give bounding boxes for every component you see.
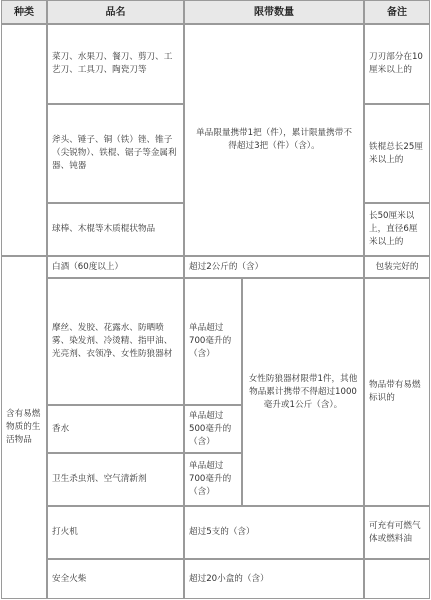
section2-row5-limit	[184, 506, 364, 559]
section1-row2-item	[47, 104, 184, 203]
header-item	[47, 0, 184, 24]
section2-row5-note-text: 可充有可燃气体或燃料油	[369, 520, 421, 544]
section1-row3-item-text: 球棒、木棍等木质棍状物品	[52, 224, 156, 234]
section2-row2-limit	[184, 278, 242, 405]
section2-row4-item-text: 卫生杀虫剂、空气清新剂	[52, 474, 147, 484]
header-category-label: 种类	[14, 6, 34, 18]
section1-row3-note	[364, 203, 430, 256]
section2-row3-item-text: 香水	[52, 423, 70, 434]
section1-row2-note	[364, 104, 430, 203]
section1-row2-note-text: 铁棍总长25厘米以上的	[369, 141, 423, 165]
section2-shared-note	[364, 278, 430, 506]
section2-category	[1, 256, 47, 599]
section1-row1-item-text: 菜刀、水果刀、餐刀、剪刀、工艺刀、工具刀、陶瓷刀等	[52, 52, 173, 75]
section2-row5-item	[47, 506, 184, 559]
header-limit-label: 限带数量	[254, 6, 294, 18]
section2-row3-item	[47, 405, 184, 453]
section2-row4-item	[47, 453, 184, 506]
section1-row1-item	[47, 24, 184, 104]
section2-row1-limit	[184, 256, 364, 278]
section2-row3-limit-text: 单品超过500毫升的（含）	[189, 410, 232, 447]
section2-shared-limit-text: 女性防狼器材限带1件，其他物品累计携带不得超过1000毫升或1公斤（含）。	[248, 373, 358, 410]
section2-row5-limit-text: 超过5支的（含）	[189, 527, 255, 537]
header-category	[1, 0, 47, 24]
section1-row3-item	[47, 203, 184, 256]
header-note	[364, 0, 430, 24]
section1-limit-text: 单品限量携带1把（件），累计限量携带不得超过3把（件）（含）。	[196, 128, 352, 151]
section2-row2-limit-text: 单品超过700毫升的（含）	[189, 323, 232, 359]
section1-category-cell	[1, 24, 47, 256]
section2-row1-item	[47, 256, 184, 278]
section2-row1-limit-text: 超过2公斤的（含）	[189, 261, 264, 272]
section2-category-text: 含有易燃物质的生活物品	[6, 409, 41, 445]
section1-row3-note-text: 长50厘米以上，直径6厘米以上的	[369, 211, 418, 247]
section1-row2-item-text: 斧头、锤子、铜（铁）锉、锥子（尖锐物）、铁棍、锯子等金属利器、钝器	[52, 135, 177, 171]
section2-shared-note-text: 物品带有易燃标识的	[369, 380, 421, 403]
section2-row5-item-text: 打火机	[52, 527, 78, 537]
section2-row6-note	[364, 559, 430, 599]
section2-row2-item-text: 摩丝、发胶、花露水、防晒喷雾、染发剂、冷烫精、指甲油、光亮剂、衣领净、女性防狼器材	[52, 323, 173, 359]
section2-row6-limit	[184, 559, 364, 599]
section1-row1-note	[364, 24, 430, 104]
section2-row1-item-text: 白酒（60度以上）	[52, 261, 124, 272]
section2-row3-limit	[184, 405, 242, 453]
header-note-label: 备注	[387, 6, 407, 18]
section2-row6-item-text: 安全火柴	[52, 573, 87, 584]
section1-row1-note-text: 刀刃部分在10厘米以上的	[369, 52, 423, 75]
section2-row1-note-text: 包装完好的	[375, 261, 419, 272]
header-item-label: 品名	[105, 6, 126, 18]
section1-limit	[184, 24, 364, 256]
section2-row6-item	[47, 559, 184, 599]
section2-row4-limit	[184, 453, 242, 506]
header-limit	[184, 0, 364, 24]
section2-row1-note	[364, 256, 430, 278]
section2-row4-limit-text: 单品超过700毫升的（含）	[189, 461, 232, 497]
section2-row2-item	[47, 278, 184, 405]
section2-row5-note	[364, 506, 430, 559]
section2-row6-limit-text: 超过20小盒的（含）	[189, 573, 269, 584]
section2-shared-limit	[242, 278, 364, 506]
